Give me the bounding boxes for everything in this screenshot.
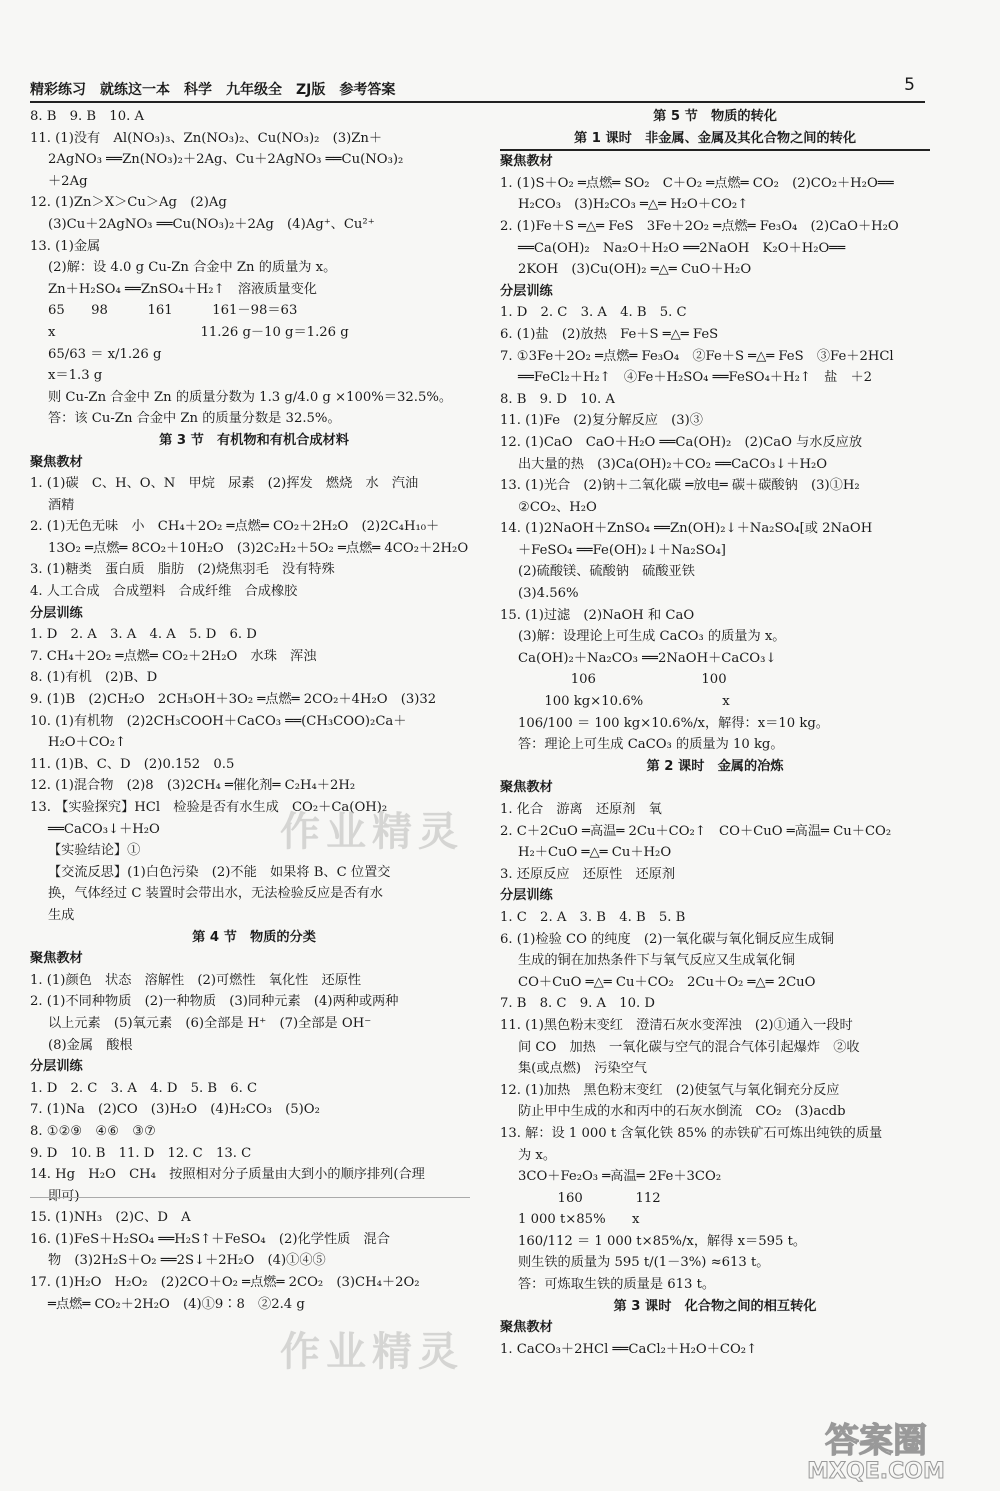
answer-line: 1. (1)碳 C、H、O、N 甲烷 尿素 (2)挥发 燃烧 水 汽油: [30, 476, 419, 492]
answer-line: x 11.26 g－10 g＝1.26 g: [48, 324, 349, 340]
answer-line: 13O₂ ═点燃═ 8CO₂＋10H₂O (3)2C₂H₂＋5O₂ ═点燃═ 4CO₂＋2H₂O: [48, 540, 469, 556]
answer-line: 11. (1)没有 Al(NO₃)₃、Zn(NO₃)₂、Cu(NO₃)₂ (3)Zn＋: [30, 130, 383, 146]
answer-line: 2. (1)不同种物质 (2)一种物质 (3)同种元素 (4)两种或两种: [30, 994, 399, 1010]
answer-line: 2. (1)无色无味 小 CH₄＋2O₂ ═点燃═ CO₂＋2H₂O (2)2C₄H₁₀＋: [30, 519, 440, 535]
answer-line: Zn＋H₂SO₄ ══ZnSO₄＋H₂↑ 溶液质量变化: [48, 281, 317, 297]
answer-line: 14. (1)2NaOH＋ZnSO₄ ══Zn(OH)₂↓＋Na₂SO₄[或 2NaOH: [500, 521, 873, 537]
answer-line: 1. D 2. A 3. A 4. A 5. D 6. D: [30, 627, 257, 643]
subsection-heading: 分层训练: [500, 283, 553, 299]
answer-line: 物 (3)2H₂S＋O₂ ══2S↓＋2H₂O (4)①④⑤: [48, 1253, 326, 1269]
answer-line: Ca(OH)₂＋Na₂CO₃ ══2NaOH＋CaCO₃↓: [518, 650, 777, 666]
answer-line: 8. (1)有机 (2)B、D: [30, 670, 158, 686]
answer-line: 65 98 161 161－98＝63: [48, 303, 298, 319]
subsection-heading: 聚焦教材: [500, 780, 553, 796]
answer-line: (3)解：设理论上可生成 CaCO₃ 的质量为 x。: [518, 629, 786, 645]
answer-line: (3)4.56%: [518, 586, 579, 602]
answer-line: 3. 还原反应 还原性 还原剂: [500, 866, 676, 882]
answer-line: 7. CH₄＋2O₂ ═点燃═ CO₂＋2H₂O 水珠 浑浊: [30, 648, 317, 664]
answer-line: 13. (1)金属: [30, 238, 101, 254]
answer-line: 则 Cu-Zn 合金中 Zn 的质量分数为 1.3 g/4.0 g ×100%＝32.5%。: [48, 389, 453, 405]
answer-line: 14. Hg H₂O CH₄ 按照相对分子质量由大到小的顺序排列(合理: [30, 1167, 425, 1183]
section-heading: 第 5 节 物质的转化: [653, 109, 777, 124]
answer-line: 【实验结论】①: [48, 843, 141, 859]
answer-line: 160/112 ＝ 1 000 t×85%/x，解得 x＝595 t。: [518, 1233, 807, 1249]
answer-line: 12. (1)加热 黑色粉末变红 (2)使氢气与氧化铜充分反应: [500, 1082, 840, 1098]
answer-line: 间 CO 加热 一氧化碳与空气的混合气体引起爆炸 ②收: [518, 1039, 860, 1055]
answer-line: 即可): [48, 1188, 80, 1204]
answer-line: 1. 化合 游离 还原剂 氧: [500, 802, 662, 817]
answer-line: (3)Cu＋2AgNO₃ ══Cu(NO₃)₂＋2Ag (4)Ag⁺、Cu²⁺: [48, 216, 375, 232]
answer-line: 65/63 ＝ x/1.26 g: [48, 346, 162, 362]
answer-line: 6. (1)盐 (2)放热 Fe＋S ═△═ FeS: [500, 326, 719, 342]
subsection-heading: 分层训练: [30, 605, 83, 621]
answer-line: 8. B 9. B 10. A: [30, 109, 144, 124]
subsection-heading: 聚焦教材: [30, 454, 83, 470]
answer-line: 10. (1)有机物 (2)2CH₃COOH＋CaCO₃ ══(CH₃COO)₂Ca＋: [30, 713, 407, 729]
answer-line: 11. (1)Fe (2)复分解反应 (3)③: [500, 413, 703, 429]
answer-line: 13. 解：设 1 000 t 含氧化铁 85% 的赤铁矿石可炼出纯铁的质量: [500, 1125, 883, 1141]
answer-line: 15. (1)NH₃ (2)C、D A: [30, 1210, 191, 1226]
answer-line: 防止甲中生成的水和丙中的石灰水倒流 CO₂ (3)acdb: [518, 1104, 846, 1120]
answer-line: 1. CaCO₃＋2HCl ══CaCl₂＋H₂O＋CO₂↑: [500, 1341, 758, 1357]
answer-line: ══FeCl₂＋H₂↑ ④Fe＋H₂SO₄ ══FeSO₄＋H₂↑ 盐 ＋2: [518, 370, 873, 386]
answer-line: 11. (1)黑色粉末变红 澄清石灰水变浑浊 (2)①通入一段时: [500, 1017, 853, 1033]
answer-line: 13. 【实验探究】HCl 检验是否有水生成 CO₂＋Ca(OH)₂: [30, 800, 388, 815]
answer-line: 8. B 9. D 10. A: [500, 391, 615, 407]
section-heading: 第 2 课时 金属的冶炼: [646, 758, 784, 774]
answer-line: 7. (1)Na (2)CO (3)H₂O (4)H₂CO₃ (5)O₂: [30, 1102, 320, 1118]
subsection-heading: 聚焦教材: [500, 1320, 553, 1336]
answer-line: 换，气体经过 C 装置时会带出水，无法检验反应是否有水: [48, 886, 383, 902]
section-heading: 第 4 节 物质的分类: [192, 929, 316, 945]
answer-line: ＋FeSO₄ ══Fe(OH)₂↓＋Na₂SO₄]: [518, 542, 726, 558]
answer-line: (8)金属 酸根: [48, 1037, 133, 1053]
answer-line: ══Ca(OH)₂ Na₂O＋H₂O ══2NaOH K₂O＋H₂O══: [518, 240, 846, 256]
answer-line: 12. (1)CaO CaO＋H₂O ══Ca(OH)₂ (2)CaO 与水反应放: [500, 434, 863, 450]
answer-line: 1. C 2. A 3. B 4. B 5. B: [500, 909, 686, 925]
answer-line: 100 kg×10.6% x: [518, 694, 730, 710]
page-number: 5: [904, 75, 915, 95]
answer-line: 2AgNO₃ ══Zn(NO₃)₂＋2Ag、Cu＋2AgNO₃ ══Cu(NO₃)₂: [48, 152, 404, 168]
answer-line: 15. (1)过滤 (2)NaOH 和 CaO: [500, 607, 695, 623]
answer-line: 17. (1)H₂O H₂O₂ (2)2CO＋O₂ ═点燃═ 2CO₂ (3)CH₄＋2O₂: [30, 1275, 420, 1291]
answer-line: 【交流反思】(1)白色污染 (2)不能 如果将 B、C 位置交: [48, 864, 391, 880]
section-heading: 第 3 课时 化合物之间的相互转化: [613, 1298, 817, 1314]
answer-line: (2)解：设 4.0 g Cu-Zn 合金中 Zn 的质量为 x。: [48, 260, 337, 276]
answer-line: 则生铁的质量为 595 t/(1－3%) ≈613 t。: [518, 1255, 770, 1271]
answer-line: 6. (1)检验 CO 的纯度 (2)一氧化碳与氧化铜反应生成铜: [500, 931, 834, 947]
answer-line: 13. (1)光合 (2)钠＋二氧化碳 ═放电═ 碳＋碳酸钠 (3)①H₂: [500, 478, 860, 494]
left-column: [30, 106, 478, 1315]
answer-line: 以上元素 (5)氧元素 (6)全部是 H⁺ (7)全部是 OH⁻: [48, 1015, 372, 1031]
answer-line: 2. (1)Fe＋S ═△═ FeS 3Fe＋2O₂ ═点燃═ Fe₃O₄ (2)CaO＋H₂O: [500, 218, 899, 234]
answer-line: 3. (1)糖类 蛋白质 脂肪 (2)烧焦羽毛 没有特殊: [30, 562, 335, 578]
section-heading: 第 3 节 有机物和有机合成材料: [159, 432, 349, 448]
header-title: 精彩练习 就练这一本 科学 九年级全 ZJ版 参考答案: [30, 82, 396, 98]
answer-line: 生成: [48, 907, 75, 923]
subsection-heading: 聚焦教材: [30, 951, 83, 967]
page-header: [30, 73, 925, 103]
answer-line: ②CO₂、H₂O: [518, 499, 597, 515]
answer-line: 酒精: [48, 497, 75, 513]
answer-line: 160 112: [518, 1190, 661, 1206]
answer-line: 4. 人工合成 合成塑料 合成纤维 合成橡胶: [30, 584, 298, 600]
answer-line: ══CaCO₃↓＋H₂O: [48, 821, 160, 837]
answer-line: 9. (1)B (2)CH₂O 2CH₃OH＋3O₂ ═点燃═ 2CO₂＋4H₂O (3)32: [30, 692, 437, 708]
logo-text: 答案圈: [825, 1421, 927, 1461]
answer-line: H₂O＋CO₂↑: [48, 735, 127, 751]
subsection-heading: 分层训练: [500, 888, 553, 904]
answer-line: 1. D 2. C 3. A 4. D 5. B 6. C: [30, 1080, 258, 1096]
answer-line: 106/100 ＝ 100 kg×10.6%/x，解得：x＝10 kg。: [518, 715, 829, 731]
watermark: 作业精灵: [280, 809, 464, 855]
section-heading: 第 1 课时 非金属、金属及其化合物之间的转化: [500, 128, 930, 152]
watermark: 作业精灵: [280, 1329, 464, 1375]
answer-line: 生成的铜在加热条件下与氧气反应又生成氧化铜: [518, 953, 795, 969]
answer-line: 1. D 2. C 3. A 4. B 5. C: [500, 305, 687, 321]
right-column: [500, 106, 930, 1360]
answer-line: 7. ①3Fe＋2O₂ ═点燃═ Fe₃O₄ ②Fe＋S ═△═ FeS ③Fe＋2HCl: [500, 348, 894, 364]
answer-line: H₂＋CuO ═△═ Cu＋H₂O: [518, 845, 672, 861]
answer-line: (2)硫酸镁、硫酸钠 硫酸亚铁: [518, 564, 695, 580]
answer-line: 2KOH (3)Cu(OH)₂ ═△═ CuO＋H₂O: [518, 262, 752, 278]
answer-line: H₂CO₃ (3)H₂CO₃ ═△═ H₂O＋CO₂↑: [518, 197, 749, 213]
answer-line: 8. ①②⑨ ④⑥ ③⑦: [30, 1123, 156, 1139]
answer-line: ═点燃═ CO₂＋2H₂O (4)①9∶8 ②2.4 g: [48, 1296, 305, 1312]
answer-line: 答：可炼取生铁的质量是 613 t。: [518, 1277, 716, 1293]
answer-line: 1. (1)S＋O₂ ═点燃═ SO₂ C＋O₂ ═点燃═ CO₂ (2)CO₂＋H₂O══: [500, 175, 894, 191]
answer-line: 1 000 t×85% x: [518, 1212, 640, 1228]
answer-line: 为 x。: [518, 1147, 557, 1163]
answer-line: 12. (1)Zn＞X＞Cu＞Ag (2)Ag: [30, 195, 227, 211]
answer-line: 1. (1)颜色 状态 溶解性 (2)可燃性 氧化性 还原性: [30, 972, 362, 988]
answer-logo: [776, 1412, 976, 1484]
divider: [30, 1197, 470, 1198]
answer-line: 2. C＋2CuO ═高温═ 2Cu＋CO₂↑ CO＋CuO ═高温═ Cu＋CO₂: [500, 823, 892, 839]
answer-line: 11. (1)B、C、D (2)0.152 0.5: [30, 756, 235, 772]
answer-line: 答：该 Cu-Zn 合金中 Zn 的质量分数是 32.5%。: [48, 411, 341, 427]
answer-line: 7. B 8. C 9. A 10. D: [500, 996, 655, 1012]
answer-line: ＋2Ag: [48, 173, 88, 189]
answer-line: 答：理论上可生成 CaCO₃ 的质量为 10 kg。: [518, 737, 784, 753]
answer-line: 16. (1)FeS＋H₂SO₄ ══H₂S↑＋FeSO₄ (2)化学性质 混合: [30, 1231, 390, 1247]
subsection-heading: 分层训练: [30, 1059, 83, 1075]
answer-line: 9. D 10. B 11. D 12. C 13. C: [30, 1145, 252, 1161]
answer-line: x＝1.3 g: [48, 368, 103, 384]
answer-line: 106 100: [518, 672, 727, 688]
answer-line: 出大量的热 (3)Ca(OH)₂＋CO₂ ══CaCO₃↓＋H₂O: [518, 456, 828, 472]
logo-url: MXQE.COM: [807, 1459, 945, 1484]
answer-line: 12. (1)混合物 (2)8 (3)2CH₄ ═催化剂═ C₂H₄＋2H₂: [30, 778, 356, 794]
subsection-heading: 聚焦教材: [500, 154, 553, 170]
answer-line: 3CO＋Fe₂O₃ ═高温═ 2Fe＋3CO₂: [518, 1169, 722, 1185]
answer-line: 集(或点燃) 污染空气: [518, 1061, 647, 1077]
answer-line: CO＋CuO ═△═ Cu＋CO₂ 2Cu＋O₂ ═△═ 2CuO: [518, 974, 816, 990]
